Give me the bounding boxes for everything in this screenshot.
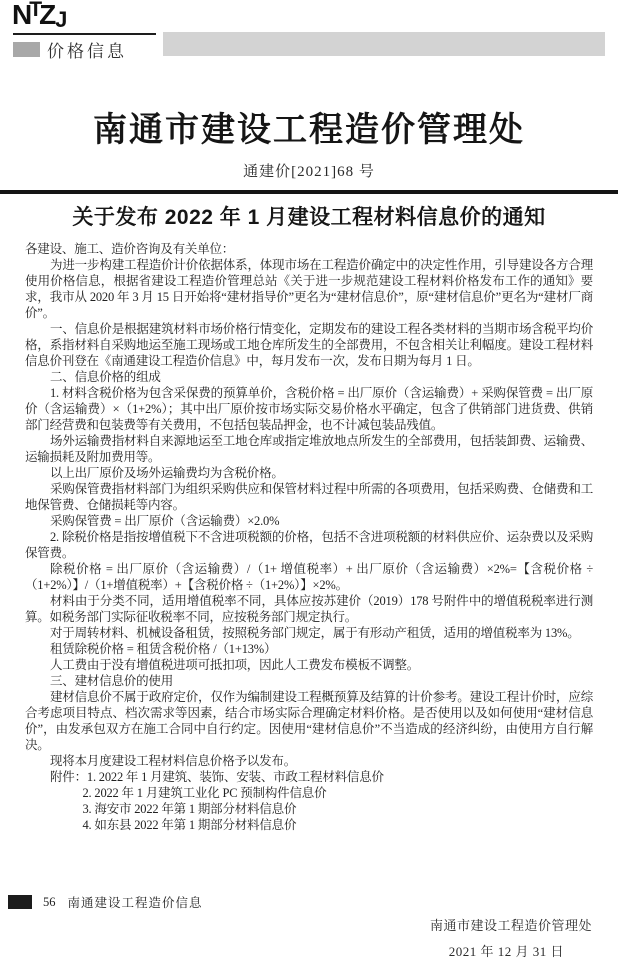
body-paragraph: 对于周转材料、机械设备租赁，按照税务部门规定，属于有形动产租赁，适用的增值税率为 13%。 (50, 626, 580, 640)
org-title: 南通市建设工程造价管理处 (93, 112, 525, 149)
section-label: 价格信息 (47, 42, 127, 61)
logo-letter: T (29, 0, 42, 21)
attachments-line (25, 769, 593, 785)
formula-paragraph: 采购保管费 = 出厂原价（含运输费）×2.0% (50, 514, 280, 528)
header-rule (0, 190, 618, 194)
logo-letter: N (12, 0, 32, 30)
section-heading-paragraph: 三、建材信息价的使用 (50, 674, 174, 688)
signature-org: 南通市建设工程造价管理处 (429, 918, 592, 933)
masthead-gray-bar (163, 32, 605, 56)
attachment-item: 3. 海安市 2022 年第 1 期部分材料信息价 (82, 802, 297, 816)
page-number: 56 (43, 894, 56, 909)
notice-title: 关于发布 2022 年 1 月建设工程材料信息价的通知 (72, 206, 546, 229)
logo-letter: Z (39, 0, 56, 30)
section-heading-paragraph: 二、信息价格的组成 (50, 370, 161, 384)
body-paragraph: 场外运输费指材料自来源地运至工地仓库或指定堆放地点所发生的全部费用，包括装卸费、运输费、运输损耗及附加费用等。 (25, 434, 593, 464)
section-row (13, 37, 127, 62)
body-paragraph: 2. 除税价格是指按增值税下不含进项税额的价格，包括不含进项税额的材料供应价、运杂费以及采购保管费。 (25, 530, 593, 560)
publication-name: 南通建设工程造价信息 (67, 896, 203, 910)
body-paragraph: 建材信息价不属于政府定价，仅作为编制建设工程概预算及结算的计价参考。建设工程计价时，应综合考虑项目特点、档次需求等因素，结合市场实际合理确定材料价格。是否使用以及如何使用“建材信息价”，由发承包双方在施工合同中自行约定。因使用“建材信息价”不当造成的经济纠纷，由使用方自行解决。 (25, 690, 593, 752)
logo-underline (13, 33, 156, 35)
signature-block (0, 915, 618, 960)
body-paragraph: 人工费由于没有增值税进项可抵扣项，因此人工费发布模板不调整。 (50, 658, 420, 672)
masthead (0, 0, 618, 61)
body-paragraph: 一、信息价是根据建筑材料市场价格行情变化，定期发布的建设工程各类材料的当期市场含税平均价格，系指材料自采购地运至施工现场或工地仓库所发生的全部费用，不包含相关让利幅度。建设工程材料信息价刊登在《南通建设工程造价信息》中，每月发布一次，发布日期为每月 1 日。 (25, 322, 593, 368)
formula-paragraph: 除税价格 = 出厂原价（含运输费）/（1+ 增值税率）+ 出厂原价（含运输费）×2%=【含税价格 ÷（1+2%）】/（1+增值税率）+【含税价格 ÷（1+2%）】×2%。 (25, 562, 593, 592)
logo-letter: J (55, 7, 67, 32)
attachments-label: 附件： (50, 770, 87, 784)
doc-number: 通建价[2021]68 号 (243, 164, 375, 180)
page-footer (8, 893, 203, 911)
formula-paragraph: 租赁除税价格 = 租赁含税价格 /（1+13%） (50, 642, 277, 656)
body-paragraph: 1. 材料含税价格为包含采保费的预算单价，含税价格 = 出厂原价（含运输费）+ 采购保管费 = 出厂原价（含运输费）×（1+2%）；其中出厂原价按市场实际交易价格水平确定，包含了供销部门进货费、供销部门经营费和包装费等有关费用，不包括包装品押金，也不计减包装品残值。 (25, 386, 593, 432)
body-paragraph: 现将本月度建设工程材料信息价格予以发布。 (50, 754, 297, 768)
ntzj-logo (12, 0, 67, 32)
body-paragraph: 采购保管费指材料部门为组织采购供应和保管材料过程中所需的各项费用，包括采购费、仓储费和工地保管费、仓储损耗等内容。 (25, 482, 593, 512)
doc-body (0, 231, 618, 833)
body-paragraph: 为进一步构建工程造价计价依据体系，体现市场在工程造价确定中的决定性作用，引导建设各方合理使用价格信息，根据省建设工程造价管理总站《关于进一步规范建设工程材料价格发布工作的通知》要求，我市从 2020 年 3 月 15 日开始将“建材指导价”更名为“建材信息价”，原“建材信息价”更名为“建材厂商价”。 (25, 258, 593, 320)
body-paragraph: 以上出厂原价及场外运输费均为含税价格。 (50, 466, 284, 480)
footer-square-marker (8, 895, 32, 909)
attachment-item: 4. 如东县 2022 年第 1 期部分材料信息价 (82, 818, 297, 832)
attachment-item: 2. 2022 年 1 月建筑工业化 PC 预制构件信息价 (82, 786, 327, 800)
section-chip (13, 42, 40, 57)
attachment-item: 1. 2022 年 1 月建筑、装饰、安装、市政工程材料信息价 (86, 770, 384, 784)
signature-date: 2021 年 12 月 31 日 (448, 944, 564, 959)
body-paragraph: 材料由于分类不同，适用增值税率不同，具体应按苏建价（2019）178 号附件中的增值税税率进行测算。如税务部门实际征收税率不同，应按税务部门规定执行。 (25, 594, 593, 624)
salutation: 各建设、施工、造价咨询及有关单位： (25, 242, 235, 256)
